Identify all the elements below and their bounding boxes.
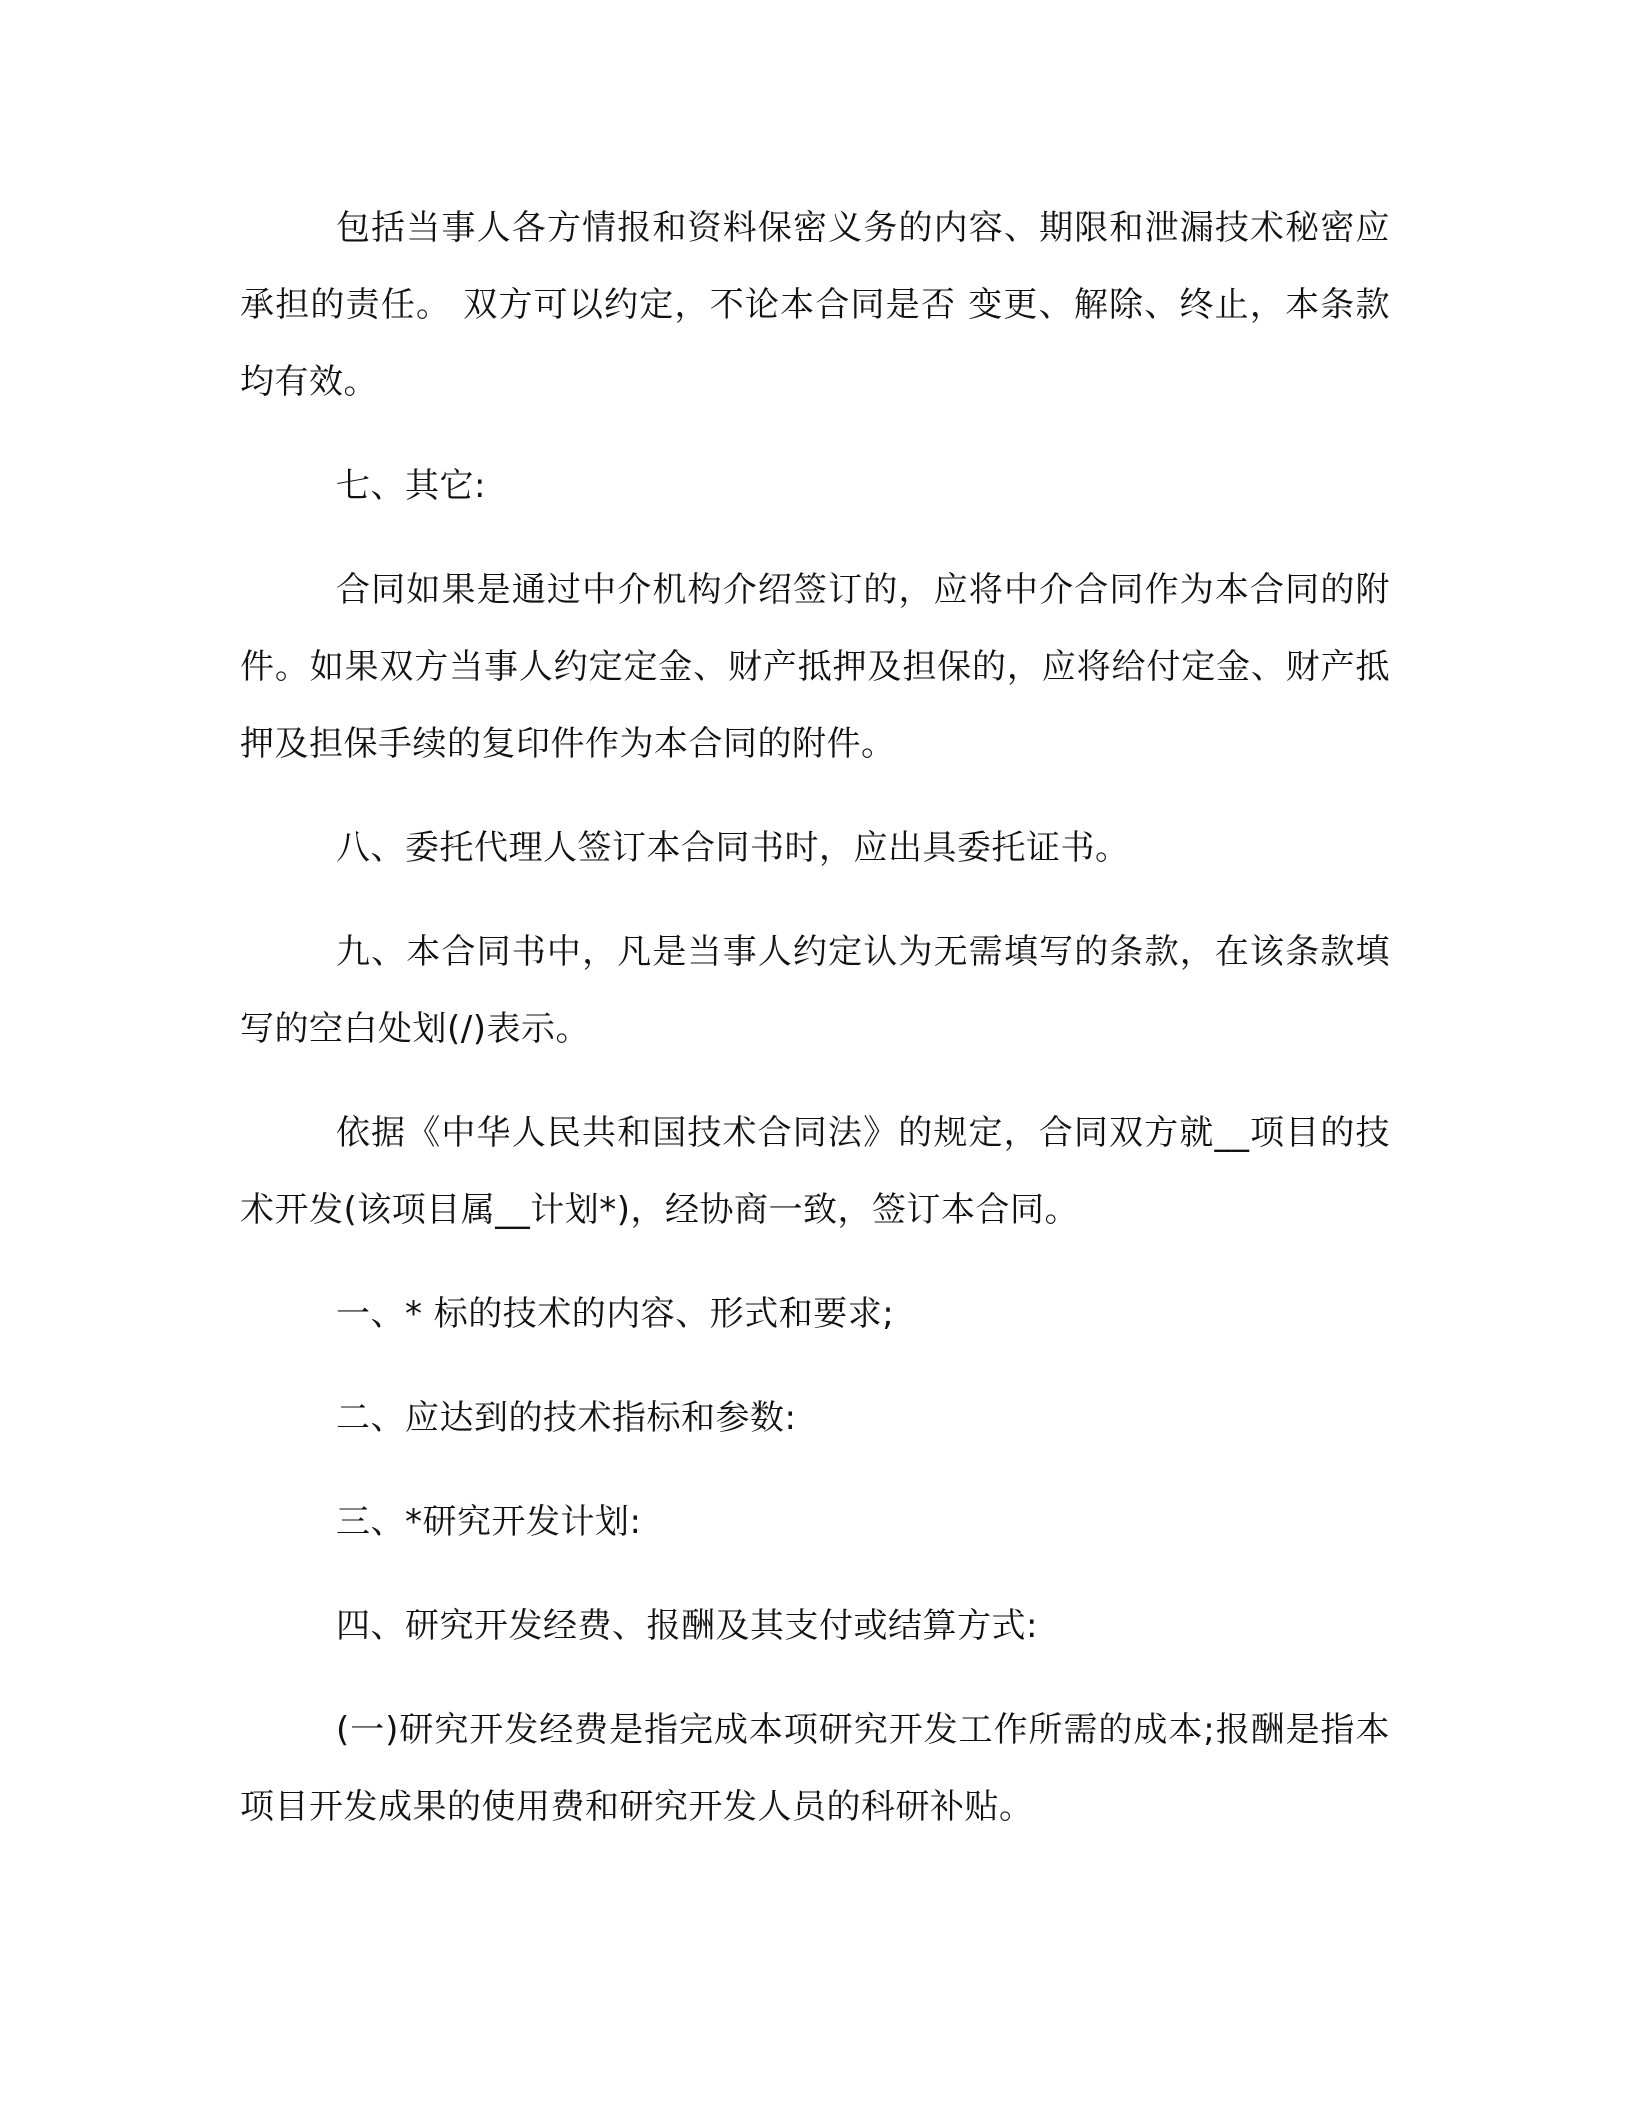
heading-section-8: 八、委托代理人签订本合同书时，应出具委托证书。 <box>336 828 1130 868</box>
heading-section-7: 七、其它: <box>336 466 486 506</box>
paragraph-intermediary: 合同如果是通过中介机构介绍签订的，应将中介合同作为本合同的附件。如果双方当事人约定定金、财产抵押及担保的，应将给付定金、财产抵押及担保手续的复印件作为本合同的附件。 <box>240 570 1390 764</box>
paragraph-legal-basis: 依据《中华人民共和国技术合同法》的规定，合同双方就__项目的技术开发(该项目属__计划*)，经协商一致，签订本合同。 <box>240 1113 1390 1230</box>
heading-item-3: 三、*研究开发计划: <box>336 1502 642 1542</box>
paragraph-section-9: 九、本合同书中，凡是当事人约定认为无需填写的条款，在该条款填写的空白处划(/)表示。 <box>240 932 1390 1049</box>
heading-item-2: 二、应达到的技术指标和参数: <box>336 1398 797 1438</box>
document-body <box>240 190 1390 1873</box>
paragraph-funding-definition: (一)研究开发经费是指完成本项研究开发工作所需的成本;报酬是指本项目开发成果的使用费和研究开发人员的科研补贴。 <box>240 1710 1390 1827</box>
paragraph-confidentiality: 包括当事人各方情报和资料保密义务的内容、期限和泄漏技术秘密应承担的责任。 双方可以约定，不论本合同是否 变更、解除、终止，本条款均有效。 <box>240 208 1390 402</box>
heading-item-4: 四、研究开发经费、报酬及其支付或结算方式: <box>336 1606 1038 1646</box>
heading-item-1: 一、* 标的技术的内容、形式和要求; <box>336 1294 895 1334</box>
